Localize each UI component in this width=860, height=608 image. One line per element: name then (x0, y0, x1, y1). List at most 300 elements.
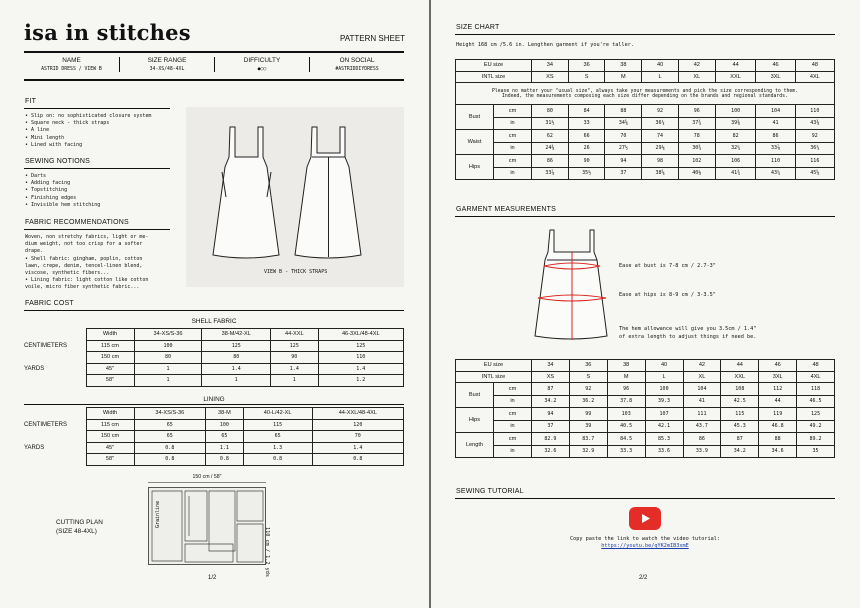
measure-cell: 82.9 (532, 433, 570, 446)
ease-hips-note: Ease at hips is 8-9 cm / 3-3.5" (619, 292, 716, 298)
header-value: 34-XS/48-4XL (149, 67, 185, 72)
measure-cell: 89.2 (797, 433, 835, 446)
measure-cell: 110 (756, 155, 795, 168)
table-row (456, 130, 835, 143)
measure-cell: 107 (645, 408, 683, 421)
measure-cell: 33⅞ (532, 167, 569, 180)
measure-cell: 41 (756, 117, 795, 130)
garment-measurements-title: GARMENT MEASUREMENTS (456, 206, 556, 213)
measure-cell: 33⅞ (756, 142, 795, 155)
row-label (24, 375, 86, 387)
measure-cell: 37.8 (607, 395, 645, 408)
size-note: Please no matter your "usual size", always take your measurements and pick the size corresponding to them. Indeed, the measurements composing each size differ depending on the brands and regional standards. (456, 83, 835, 105)
size-cell: XXL (721, 371, 759, 383)
size-cell: 44 (721, 360, 759, 372)
measure-cell: 86 (532, 155, 569, 168)
intl-size-label: INTL size (456, 371, 532, 383)
unit-label: cm (494, 155, 532, 168)
measure-cell: 84.5 (607, 433, 645, 446)
table-row (456, 117, 835, 130)
measure-cell: 80 (532, 105, 569, 118)
cutting-plan-title: CUTTING PLAN (56, 519, 103, 526)
table-cell: 45" (86, 363, 134, 375)
size-cell: 48 (795, 60, 834, 72)
measure-cell: 119 (759, 408, 797, 421)
table-row (456, 167, 835, 180)
table-cell: 1 (202, 375, 271, 387)
table-cell: 58" (86, 454, 134, 466)
header-cell (24, 57, 119, 72)
measure-cell: 102 (678, 155, 715, 168)
list-item: • Invisible hem stitching (25, 201, 101, 208)
measure-cell: 82 (715, 130, 756, 143)
measure-cell: 110 (795, 105, 834, 118)
measure-cell: 42.5 (721, 395, 759, 408)
measure-cell: 94 (532, 408, 570, 421)
size-cell: XL (678, 71, 715, 83)
table-cell: 0.8 (312, 454, 403, 466)
row-label: CENTIMETERS (24, 419, 86, 431)
size-cell: 38 (605, 60, 642, 72)
garment-measure-drawing (531, 222, 613, 344)
cutting-pieces (149, 488, 267, 566)
ease-bust-note: Ease at bust is 7-8 cm / 2.7-3" (619, 263, 716, 269)
sewing-tutorial-title: SEWING TUTORIAL (456, 488, 524, 495)
column-header: Width (86, 329, 134, 341)
table-cell: 70 (312, 431, 403, 443)
grainline-label: Grainline (155, 500, 161, 528)
size-chart-table (455, 59, 835, 180)
list-item: • Adding facing (25, 180, 71, 187)
dress-illustration (186, 107, 404, 287)
measure-cell: 38⅝ (642, 167, 679, 180)
measure-cell: 98 (642, 155, 679, 168)
column-header: 34-XS/S-36 (134, 408, 206, 420)
table-cell: 1.4 (318, 363, 403, 375)
row-label (24, 454, 86, 466)
size-cell: 46 (756, 60, 795, 72)
notions-list (25, 173, 100, 209)
fabric-cost-title: FABRIC COST (25, 300, 74, 307)
size-cell: 34 (532, 60, 569, 72)
table-cell: 1.3 (243, 442, 312, 454)
header-value: #ASTRIDDIYDRESS (335, 67, 379, 72)
table-cell: 1.1 (206, 442, 243, 454)
size-cell: 38 (607, 360, 645, 372)
measure-cell: 45.3 (721, 420, 759, 433)
measure-cell: 34⅝ (605, 117, 642, 130)
size-cell: XS (532, 371, 570, 383)
measure-cell: 39⅜ (715, 117, 756, 130)
pattern-sheet-page-2 (431, 0, 860, 608)
table-cell: 125 (271, 340, 318, 352)
hem-allowance-note: The hem allowance will give you 3.5cm / 1.4" of extra length to adjust things if need be. (619, 326, 757, 340)
column-header: 38-M/42-XL (202, 329, 271, 341)
garment-measurements-table (455, 359, 835, 458)
measure-cell: 118 (797, 383, 835, 396)
measure-cell: 92 (795, 130, 834, 143)
illustration-caption: VIEW B - THICK STRAPS (264, 269, 328, 275)
measure-cell: 92 (642, 105, 679, 118)
measure-cell: 39 (569, 420, 607, 433)
measure-cell: 116 (795, 155, 834, 168)
measure-cell: 125 (797, 408, 835, 421)
table-cell: 0.8 (243, 454, 312, 466)
table-cell: 1.4 (202, 363, 271, 375)
fabric-recommendations-title: FABRIC RECOMMENDATIONS (25, 219, 129, 226)
list-item: • Square neck - thick straps (25, 120, 110, 127)
cutting-plan-label (56, 519, 103, 536)
measure-cell: 83.7 (569, 433, 607, 446)
unit-label: cm (494, 105, 532, 118)
measure-cell: 62 (532, 130, 569, 143)
table-row (24, 340, 404, 352)
table-row (456, 445, 835, 458)
row-label: YARDS (24, 363, 86, 375)
measure-cell: 86 (756, 130, 795, 143)
dress-front-back-drawing (186, 107, 404, 287)
measure-cell: 85.3 (645, 433, 683, 446)
brand-logo: isa in stitches (24, 20, 191, 45)
measure-cell: 26 (568, 142, 605, 155)
row-label: YARDS (24, 442, 86, 454)
measure-cell: 37 (605, 167, 642, 180)
measure-cell: 74 (642, 130, 679, 143)
intl-size-row (456, 371, 835, 383)
column-header: 44-XXL (271, 329, 318, 341)
table-row (24, 442, 404, 454)
header-value: ●○○ (257, 67, 267, 72)
size-cell: XS (532, 71, 569, 83)
unit-label: in (494, 142, 532, 155)
tutorial-link[interactable]: https://youtu.be/qYK2mIB3xmE (601, 543, 689, 549)
table-cell: 150 cm (86, 431, 134, 443)
measure-cell: 99 (569, 408, 607, 421)
measure-cell: 41¾ (715, 167, 756, 180)
cutting-width-label: 150 cm / 58" (192, 474, 222, 480)
pattern-sheet-page-1 (0, 0, 429, 608)
table-cell: 1.2 (318, 375, 403, 387)
table-cell: 65 (134, 419, 206, 431)
unit-label: cm (494, 408, 532, 421)
table-cell: 1.4 (271, 363, 318, 375)
measure-name: Bust (456, 383, 494, 408)
measure-name: Waist (456, 130, 494, 155)
measure-cell: 35½ (568, 167, 605, 180)
size-cell: 36 (569, 360, 607, 372)
table-cell: 0.8 (134, 454, 206, 466)
cutting-height-label: 110 cm / 1.2 yds (264, 527, 270, 577)
table-cell: 65 (134, 431, 206, 443)
size-cell: S (569, 371, 607, 383)
size-cell: 44 (715, 60, 756, 72)
measure-cell: 87 (532, 383, 570, 396)
unit-label: in (494, 395, 532, 408)
column-header: 34-XS/S-36 (134, 329, 202, 341)
measure-cell: 33.3 (607, 445, 645, 458)
header-value: ASTRID DRESS / VIEW B (41, 67, 102, 72)
table-cell: 115 (243, 419, 312, 431)
measure-cell: 43.7 (683, 420, 721, 433)
measure-cell: 96 (607, 383, 645, 396)
measure-cell: 32.6 (532, 445, 570, 458)
table-cell: 115 cm (86, 340, 134, 352)
column-header: 44-XXL/48-4XL (312, 408, 403, 420)
size-cell: 36 (568, 60, 605, 72)
measure-cell: 111 (683, 408, 721, 421)
size-cell: XXL (715, 71, 756, 83)
table-cell: 65 (206, 431, 243, 443)
table-cell: 1.4 (312, 442, 403, 454)
measure-cell: 70 (605, 130, 642, 143)
size-cell: M (607, 371, 645, 383)
fit-list (25, 113, 151, 149)
measure-cell: 35 (797, 445, 835, 458)
size-chart-title: SIZE CHART (456, 24, 500, 31)
table-cell: 65 (243, 431, 312, 443)
fabric-recommendations-text: Woven, non stretchy fabrics, light or me- dium weight, not too crisp for a softer drape. • Shell fabric: gingham, poplin, cotton lawn, crepe, denim, tencel-linen blend, viscose, synthetic fibers... • Lining fabric: light cotton like cotton voile, micro fiber synthetic fabric... (25, 234, 149, 291)
table-cell: 1 (134, 363, 202, 375)
measure-cell: 36.2 (569, 395, 607, 408)
measure-cell: 32¼ (715, 142, 756, 155)
size-cell: 42 (678, 60, 715, 72)
measure-cell: 33 (568, 117, 605, 130)
measure-cell: 43¼ (756, 167, 795, 180)
table-row (456, 155, 835, 168)
measure-cell: 37 (532, 420, 570, 433)
size-cell: 46 (759, 360, 797, 372)
size-note-row (456, 83, 835, 105)
table-cell: 90 (271, 352, 318, 364)
table-cell: 120 (312, 419, 403, 431)
column-header: 46-3XL/48-4XL (318, 329, 403, 341)
table-cell: 0.8 (206, 454, 243, 466)
notions-title: SEWING NOTIONS (25, 158, 91, 165)
size-cell: M (605, 71, 642, 83)
size-cell: XL (683, 371, 721, 383)
measure-cell: 44 (759, 395, 797, 408)
row-label: CENTIMETERS (24, 340, 86, 352)
measure-cell: 104 (756, 105, 795, 118)
table-cell: 1 (271, 375, 318, 387)
measure-cell: 30¾ (678, 142, 715, 155)
measure-cell: 27½ (605, 142, 642, 155)
measure-cell: 29⅛ (642, 142, 679, 155)
measure-cell: 45⅝ (795, 167, 834, 180)
table-row (456, 105, 835, 118)
measure-cell: 100 (715, 105, 756, 118)
measure-cell: 92 (569, 383, 607, 396)
table-cell: 125 (202, 340, 271, 352)
list-item: • Lined with facing (25, 141, 83, 148)
shell-fabric-title: SHELL FABRIC (191, 318, 237, 325)
blank-cell (24, 329, 86, 341)
tutorial-instruction: Copy paste the link to watch the video tutorial: (570, 536, 720, 542)
header-cell (119, 57, 214, 72)
table-row (456, 420, 835, 433)
table-cell: 125 (318, 340, 403, 352)
table-row (24, 352, 404, 364)
measure-cell: 46.5 (797, 395, 835, 408)
table-row (24, 431, 404, 443)
size-cell: 3XL (756, 71, 795, 83)
table-cell: 100 (134, 340, 202, 352)
header-cell (309, 57, 404, 72)
measure-cell: 42.1 (645, 420, 683, 433)
measure-cell: 88 (605, 105, 642, 118)
measure-cell: 88 (759, 433, 797, 446)
measure-name: Hips (456, 408, 494, 433)
sheet-title: PATTERN SHEET (340, 34, 406, 43)
table-cell: 58" (86, 375, 134, 387)
intl-size-row (456, 71, 835, 83)
list-item: • Finishing edges (25, 194, 77, 201)
page-number: 1/2 (208, 575, 217, 581)
measure-cell: 96 (678, 105, 715, 118)
header-cell (214, 57, 309, 72)
measure-name: Hips (456, 155, 494, 180)
measure-cell: 115 (721, 408, 759, 421)
shell-fabric-table (24, 328, 404, 387)
measure-cell: 78 (678, 130, 715, 143)
eu-size-label: EU size (456, 360, 532, 372)
row-label (24, 352, 86, 364)
measure-cell: 40.5 (607, 420, 645, 433)
measure-cell: 87 (721, 433, 759, 446)
table-row (24, 419, 404, 431)
lining-title: LINING (203, 396, 225, 403)
row-label (24, 431, 86, 443)
measure-cell: 112 (759, 383, 797, 396)
table-cell: 110 (318, 352, 403, 364)
measure-cell: 100 (645, 383, 683, 396)
size-cell: 42 (683, 360, 721, 372)
table-cell: 0.8 (134, 442, 206, 454)
measure-name: Length (456, 433, 494, 458)
table-cell: 45" (86, 442, 134, 454)
header-label: SIZE RANGE (147, 57, 187, 64)
measure-cell: 66 (568, 130, 605, 143)
cutting-plan-size: (SIZE 48-4XL) (56, 527, 97, 535)
measure-cell: 46.8 (759, 420, 797, 433)
measure-cell: 104 (683, 383, 721, 396)
measure-cell: 86 (683, 433, 721, 446)
table-header-row (24, 408, 404, 420)
measure-cell: 41 (683, 395, 721, 408)
size-cell: L (642, 71, 679, 83)
measure-cell: 94 (605, 155, 642, 168)
measure-cell: 36¼ (795, 142, 834, 155)
size-cell: 4XL (795, 71, 834, 83)
size-cell: 40 (642, 60, 679, 72)
measure-cell: 106 (715, 155, 756, 168)
header-label: ON SOCIAL (339, 57, 375, 64)
measure-cell: 33.6 (645, 445, 683, 458)
table-cell: 115 cm (86, 419, 134, 431)
table-row (24, 375, 404, 387)
height-note: Height 168 cm /5.6 in. Lengthen garment if you're taller. (456, 42, 635, 48)
measure-cell: 37¾ (678, 117, 715, 130)
table-row (456, 408, 835, 421)
eu-size-row (456, 60, 835, 72)
eu-size-label: EU size (456, 60, 532, 72)
table-row (24, 363, 404, 375)
unit-label: cm (494, 383, 532, 396)
measure-cell: 49.2 (797, 420, 835, 433)
column-header: 38-M (206, 408, 243, 420)
table-row (456, 383, 835, 396)
table-row (456, 433, 835, 446)
list-item: • Slip on: no sophisticated closure system (25, 113, 152, 119)
measure-cell: 103 (607, 408, 645, 421)
eu-size-row (456, 360, 835, 372)
table-header-row (24, 329, 404, 341)
measure-cell: 39.3 (645, 395, 683, 408)
blank-cell (24, 408, 86, 420)
page-number: 2/2 (639, 575, 648, 581)
size-cell: 34 (532, 360, 570, 372)
table-row (24, 454, 404, 466)
intl-size-label: INTL size (456, 71, 532, 83)
measure-cell: 108 (721, 383, 759, 396)
table-row (456, 142, 835, 155)
size-cell: L (645, 371, 683, 383)
unit-label: in (494, 445, 532, 458)
list-item: • Mini length (25, 134, 65, 141)
list-item: • Topstitching (25, 187, 68, 194)
measure-cell: 32.9 (569, 445, 607, 458)
measure-cell: 36¼ (642, 117, 679, 130)
size-cell: 4XL (797, 371, 835, 383)
table-cell: 100 (206, 419, 243, 431)
size-cell: 48 (797, 360, 835, 372)
table-cell: 1 (134, 375, 202, 387)
table-cell: 80 (202, 352, 271, 364)
size-cell: 40 (645, 360, 683, 372)
measure-cell: 24⅜ (532, 142, 569, 155)
fit-title: FIT (25, 98, 37, 105)
unit-label: in (494, 117, 532, 130)
header-label: DIFFICULTY (243, 57, 281, 64)
cutting-plan-diagram (148, 487, 266, 565)
youtube-play-icon[interactable] (629, 507, 661, 530)
lining-table (24, 407, 404, 466)
unit-label: cm (494, 130, 532, 143)
table-row (456, 395, 835, 408)
unit-label: in (494, 167, 532, 180)
measure-cell: 40⅛ (678, 167, 715, 180)
measure-cell: 90 (568, 155, 605, 168)
measure-cell: 31½ (532, 117, 569, 130)
size-cell: 3XL (759, 371, 797, 383)
unit-label: cm (494, 433, 532, 446)
list-item: • A line (25, 127, 50, 134)
column-header: 40-L/42-XL (243, 408, 312, 420)
unit-label: in (494, 420, 532, 433)
measure-cell: 34.6 (759, 445, 797, 458)
measure-cell: 43⅜ (795, 117, 834, 130)
list-item: • Darts (25, 173, 47, 179)
column-header: Width (86, 408, 134, 420)
table-cell: 150 cm (86, 352, 134, 364)
measure-cell: 33.9 (683, 445, 721, 458)
table-cell: 80 (134, 352, 202, 364)
measure-cell: 34.2 (721, 445, 759, 458)
header-label: NAME (62, 57, 81, 64)
size-cell: S (568, 71, 605, 83)
measure-cell: 84 (568, 105, 605, 118)
measure-cell: 34.2 (532, 395, 570, 408)
